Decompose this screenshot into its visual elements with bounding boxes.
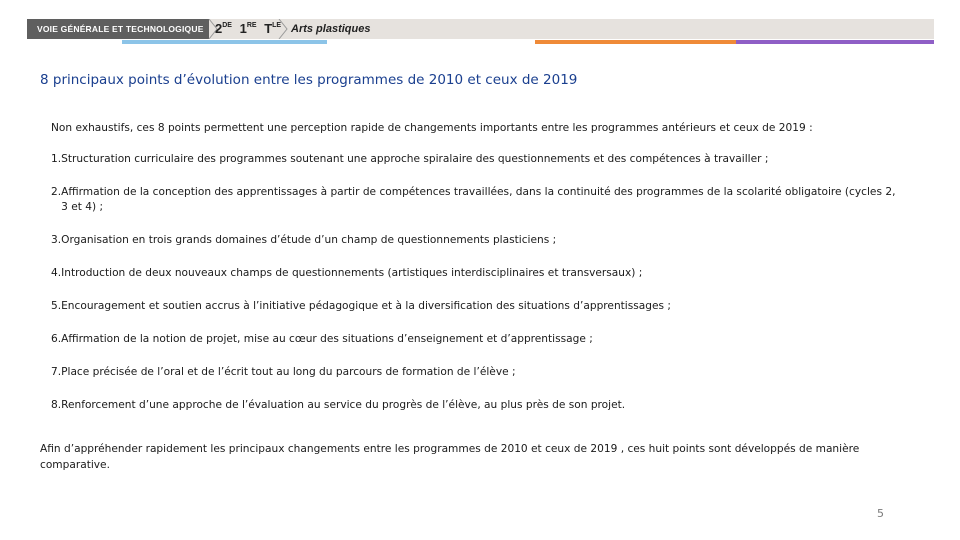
- accent-strip-blue: [122, 40, 327, 44]
- list-item: 3. Organisation en trois grands domaines d’étude d’un champ de questionnements plasticiens ;: [51, 234, 557, 246]
- conclusion-paragraph: Afin d’appréhender rapidement les principaux changements entre les programmes de 2010 et ceux de 2019 , ces huit points sont développés de manière comparative.: [40, 443, 860, 471]
- level-premiere: 1RE: [239, 21, 257, 36]
- subject-label: Arts plastiques: [291, 23, 371, 35]
- list-item: 1. Structuration curriculaire des programmes soutenant une approche spiralaire des questionnements et des compétences à travailler ;: [51, 153, 769, 165]
- voie-label: VOIE GÉNÉRALE ET TECHNOLOGIQUE: [37, 24, 204, 34]
- list-item: 2. Affirmation de la conception des apprentissages à partir de compétences travaillées, dans la continuité des programmes de la scolarité obligatoire (cycles 2, 3 et 4) ;: [51, 186, 896, 213]
- list-item: 7. Place précisée de l’oral et de l’écrit tout au long du parcours de formation de l’élève ;: [51, 366, 516, 378]
- page-number: 5: [877, 507, 884, 520]
- list-item: 8. Renforcement d’une approche de l’évaluation au service du progrès de l’élève, au plus près de son projet.: [51, 399, 626, 411]
- content-body: [51, 121, 896, 431]
- page-title: 8 principaux points d’évolution entre les programmes de 2010 et ceux de 2019: [40, 72, 578, 88]
- accent-strip-purple: [736, 40, 934, 44]
- chevron-right-icon: [277, 19, 291, 39]
- list-item: 4. Introduction de deux nouveaux champs de questionnements (artistiques interdisciplinaires et transversaux) ;: [51, 267, 643, 279]
- list-item: 6. Affirmation de la notion de projet, mise au cœur des situations d’enseignement et d’apprentissage ;: [51, 333, 593, 345]
- header-band: [27, 19, 934, 39]
- list-item: 5. Encouragement et soutien accrus à l’initiative pédagogique et à la diversification des situations d’apprentissages ;: [51, 300, 671, 312]
- intro-paragraph: Non exhaustifs, ces 8 points permettent une perception rapide de changements importants entre les programmes antérieurs et ceux de 2019 :: [51, 122, 813, 134]
- accent-strip-orange: [535, 40, 736, 44]
- level-labels: [215, 19, 285, 39]
- level-terminale: $T^{LE}$: [264, 21, 282, 36]
- level-seconde: 2DE: [215, 21, 232, 36]
